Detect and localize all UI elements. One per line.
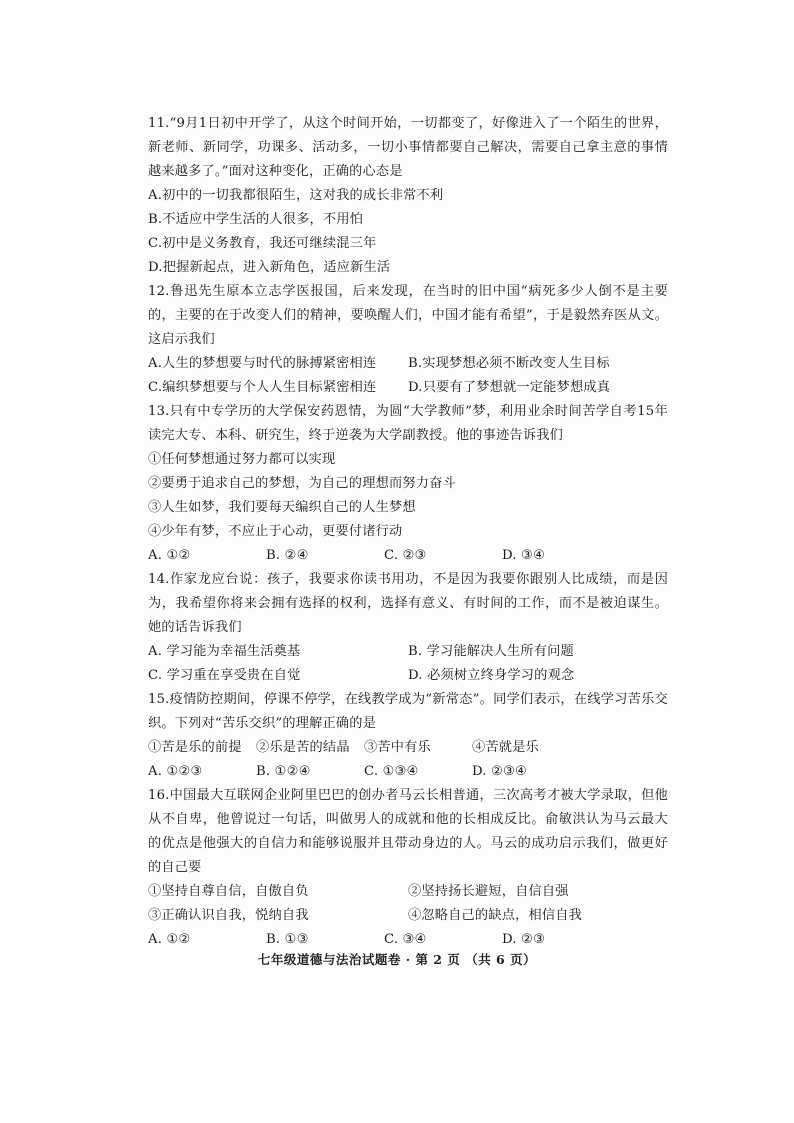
question-14-option-d: D. 必须树立终身学习的观念 bbox=[408, 668, 575, 683]
question-16-option-d: D. ②③ bbox=[502, 932, 546, 947]
question-14 bbox=[148, 568, 668, 688]
question-13-statement-1: ①任何梦想通过努力都可以实现 bbox=[148, 452, 336, 467]
question-11-option-d: D.把握新起点，进入新角色，适应新生活 bbox=[148, 260, 391, 275]
question-15 bbox=[148, 688, 668, 784]
question-12-option-a: A.人生的梦想要与时代的脉搏紧密相连 bbox=[148, 356, 377, 371]
question-12-option-d: D.只要有了梦想就一定能梦想成真 bbox=[408, 380, 611, 395]
question-16-statement-4: ④忽略自己的缺点，相信自我 bbox=[408, 908, 583, 923]
question-12-text: 12.鲁迅先生原本立志学医报国，后来发现，在当时的旧中国“病死多少人倒不是主要的，主要的在于改变人们的精神，要唤醒人们，中国才能有希望”，于是毅然弃医从文。这启示我们 bbox=[148, 284, 668, 347]
question-15-text: 15.疫情防控期间，停课不停学，在线教学成为“新常态”。同学们表示，在线学习苦乐交织。下列对“苦乐交织”的理解正确的是 bbox=[148, 692, 668, 731]
question-15-statement-1: ①苦是乐的前提 bbox=[148, 740, 242, 755]
page-footer: 七年级道德与法治试题卷 · 第 2 页 （共 6 页） bbox=[257, 952, 537, 967]
question-13-options-row bbox=[148, 544, 668, 568]
question-14-options-row-1 bbox=[148, 640, 668, 664]
question-15-statements-row bbox=[148, 736, 668, 760]
question-15-statement-2: ②乐是苦的结晶 bbox=[256, 740, 350, 755]
question-15-options-row bbox=[148, 760, 668, 784]
question-11-option-b: B.不适应中学生活的人很多，不用怕 bbox=[148, 212, 364, 227]
question-13-statement-3: ③人生如梦，我们要每天编织自己的人生梦想 bbox=[148, 500, 416, 515]
question-13-option-b: B. ②④ bbox=[266, 548, 309, 563]
question-11-option-c: C.初中是义务教育，我还可继续混三年 bbox=[148, 236, 377, 251]
question-16-option-c: C. ③④ bbox=[384, 932, 427, 947]
question-15-option-d: D. ②③④ bbox=[472, 764, 528, 779]
question-16-option-b: B. ①③ bbox=[266, 932, 309, 947]
question-16-statements-row-2 bbox=[148, 904, 668, 928]
question-13 bbox=[148, 400, 668, 568]
question-16-text: 16.中国最大互联网企业阿里巴巴的创办者马云长相普通，三次高考才被大学录取，但他从不自卑，他曾说过一句话，叫做男人的成就和他的长相成反比。俞敏洪认为马云最大的优点是他强大的自信力和能够说服并且带动身边的人。马云的成功启示我们，做更好的自己要 bbox=[148, 788, 668, 875]
questions-container bbox=[148, 112, 668, 952]
question-15-option-b: B. ①②④ bbox=[256, 764, 311, 779]
question-12-options-row-1 bbox=[148, 352, 668, 376]
question-13-option-a: A. ①② bbox=[148, 548, 191, 563]
question-16-statements-row-1 bbox=[148, 880, 668, 904]
question-13-statement-2: ②要勇于追求自己的梦想，为自己的理想而努力奋斗 bbox=[148, 476, 456, 491]
question-16-statement-2: ②坚持扬长避短，自信自强 bbox=[408, 884, 569, 899]
question-14-option-a: A. 学习能为幸福生活奠基 bbox=[148, 644, 301, 659]
question-14-options-row-2 bbox=[148, 664, 668, 688]
question-15-statement-4: ④苦就是乐 bbox=[472, 740, 539, 755]
question-15-statement-3: ③苦中有乐 bbox=[364, 740, 431, 755]
question-16-options-row bbox=[148, 928, 668, 952]
question-13-option-d: D. ③④ bbox=[502, 548, 546, 563]
question-14-option-b: B. 学习能解决人生所有问题 bbox=[408, 644, 574, 659]
question-11 bbox=[148, 112, 668, 280]
question-14-text: 14.作家龙应台说：孩子，我要求你读书用功，不是因为我要你跟别人比成绩，而是因为，我希望你将来会拥有选择的权利，选择有意义、有时间的工作，而不是被迫谋生。她的话告诉我们 bbox=[148, 572, 668, 635]
question-13-statement-4: ④少年有梦，不应止于心动，更要付诸行动 bbox=[148, 524, 403, 539]
question-16-statement-3: ③正确认识自我，悦纳自我 bbox=[148, 908, 309, 923]
question-12 bbox=[148, 280, 668, 400]
question-12-option-c: C.编织梦想要与个人人生目标紧密相连 bbox=[148, 380, 377, 395]
question-16 bbox=[148, 784, 668, 952]
question-11-option-a: A.初中的一切我都很陌生，这对我的成长非常不利 bbox=[148, 188, 444, 203]
question-15-option-a: A. ①②③ bbox=[148, 764, 203, 779]
question-13-text: 13.只有中专学历的大学保安药恩情，为圆“大学教师”梦，利用业余时间苦学自考15年读完大专、本科、研究生，终于逆袭为大学副教授。他的事迹告诉我们 bbox=[148, 404, 668, 443]
question-16-option-a: A. ①② bbox=[148, 932, 191, 947]
question-12-options-row-2 bbox=[148, 376, 668, 400]
question-11-text: 11.“9月1日初中开学了，从这个时间开始，一切都变了，好像进入了一个陌生的世界，新老师、新同学，功课多、活动多，一切小事情都要自己解决，需要自己拿主意的事情越来越多了。”面对这种变化，正确的心态是 bbox=[148, 116, 668, 179]
question-13-option-c: C. ②③ bbox=[384, 548, 427, 563]
question-16-statement-1: ①坚持自尊自信，自傲自负 bbox=[148, 884, 309, 899]
question-12-option-b: B.实现梦想必须不断改变人生目标 bbox=[408, 356, 610, 371]
question-14-option-c: C. 学习重在享受贵在自觉 bbox=[148, 668, 301, 683]
question-15-option-c: C. ①③④ bbox=[364, 764, 419, 779]
